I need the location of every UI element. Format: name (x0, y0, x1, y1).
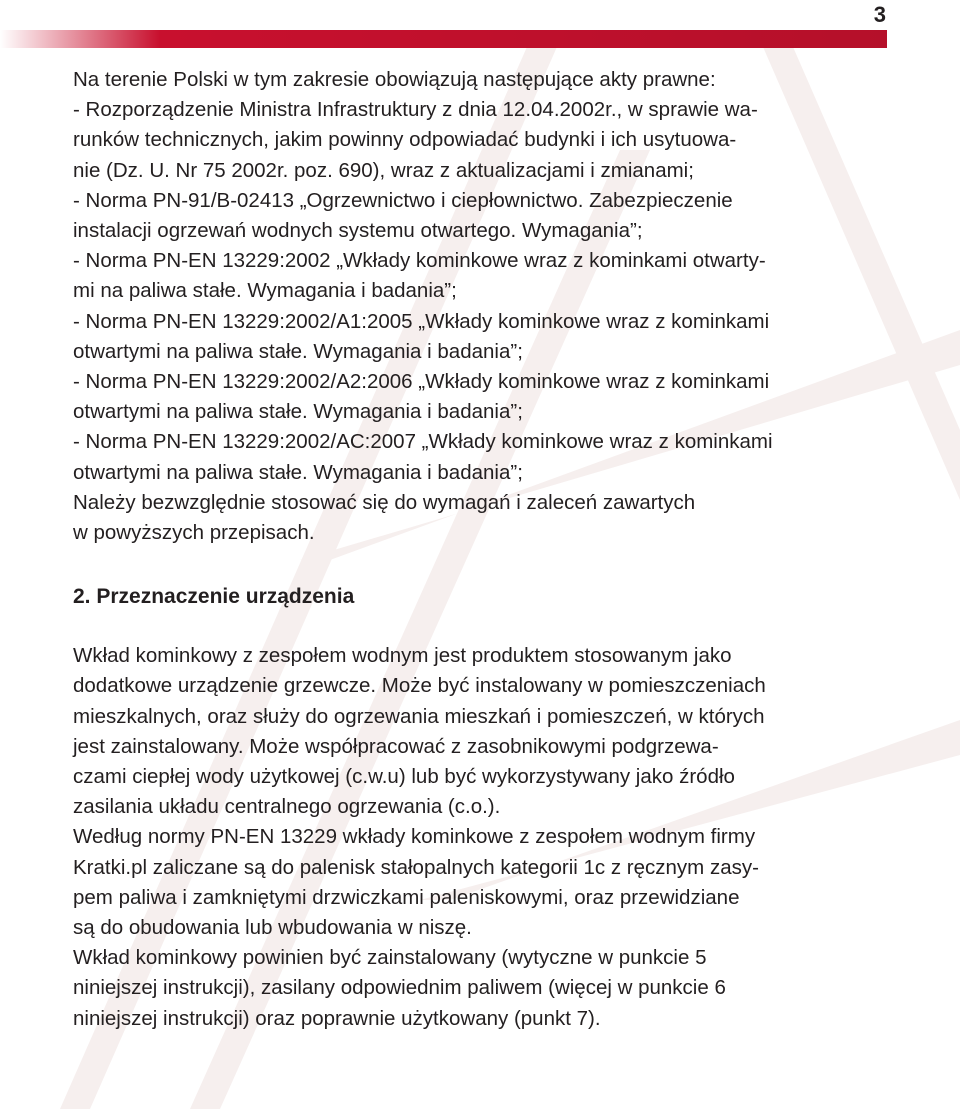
page-number: 3 (873, 2, 886, 27)
header-accent-bar (0, 30, 887, 48)
legal-act-item: - Norma PN-91/B-02413 „Ogrzewnictwo i ciepłownictwo. Zabezpieczenie instalacji ogrzewań wodnych systemu otwartego. Wymagania”; (73, 188, 733, 243)
legal-acts-heading: Na terenie Polski w tym zakresie obowiązują następujące akty prawne: (73, 68, 716, 91)
legal-act-item: - Norma PN-EN 13229:2002 „Wkłady kominkowe wraz z kominkami otwarty- mi na paliwa stałe. Wymagania i badania”; (73, 249, 766, 303)
legal-act-item: - Rozporządzenie Ministra Infrastruktury z dnia 12.04.2002r., w sprawie wa- runków technicznych, jakim powinny odpowiadać budynki i ich usytuowa- nie (Dz. U. Nr 75 2002r. poz. 690), wraz z aktualizacjami i zmianami; (73, 98, 758, 182)
section-title: 2. Przeznaczenie urządzenia (73, 585, 355, 609)
legal-act-item: - Norma PN-EN 13229:2002/AC:2007 „Wkłady kominkowe wraz z kominkami otwartymi na paliwa stałe. Wymagania i badania”; (73, 430, 773, 484)
document-body (73, 65, 893, 1034)
installation-paragraph: Wkład kominkowy powinien być zainstalowany (wytyczne w punkcie 5 niniejszej instrukcji), zasilany odpowiednim paliwem (więcej w punkcie 6 niniejszej instrukcji) oraz poprawnie użytkowany (punkt 7). (73, 946, 726, 1030)
standard-classification-paragraph: Według normy PN-EN 13229 wkłady kominkowe z zespołem wodnym firmy Kratki.pl zaliczane są do palenisk stałopalnych kategorii 1c z ręcznym zasy- pem paliwa i zamkniętymi drzwiczkami paleniskowymi, oraz przewidziane są do obudowania lub wbudowania w niszę. (73, 825, 759, 940)
legal-act-item: - Norma PN-EN 13229:2002/A2:2006 „Wkłady kominkowe wraz z kominkami otwartymi na paliwa stałe. Wymagania i badania”; (73, 370, 770, 424)
legal-act-item: - Norma PN-EN 13229:2002/A1:2005 „Wkłady kominkowe wraz z kominkami otwartymi na paliwa stałe. Wymagania i badania”; (73, 309, 770, 363)
purpose-paragraph: Wkład kominkowy z zespołem wodnym jest produktem stosowanym jako dodatkowe urządzenie grzewcze. Może być instalowany w pomieszczeniach mieszkalnych, oraz służy do ogrzewania mieszkań i pomieszczeń, w których jest zainstalowany. Może współpracować z zasobnikowymi podgrzewa- czami ciepłej wody użytkowej (c.w.u) lub być wykorzystywany jako źródło zasilania układu centralnego ogrzewania (c.o.). (73, 644, 766, 819)
compliance-note: Należy bezwzględnie stosować się do wymagań i zaleceń zawartych w powyższych przepisach. (73, 490, 696, 545)
